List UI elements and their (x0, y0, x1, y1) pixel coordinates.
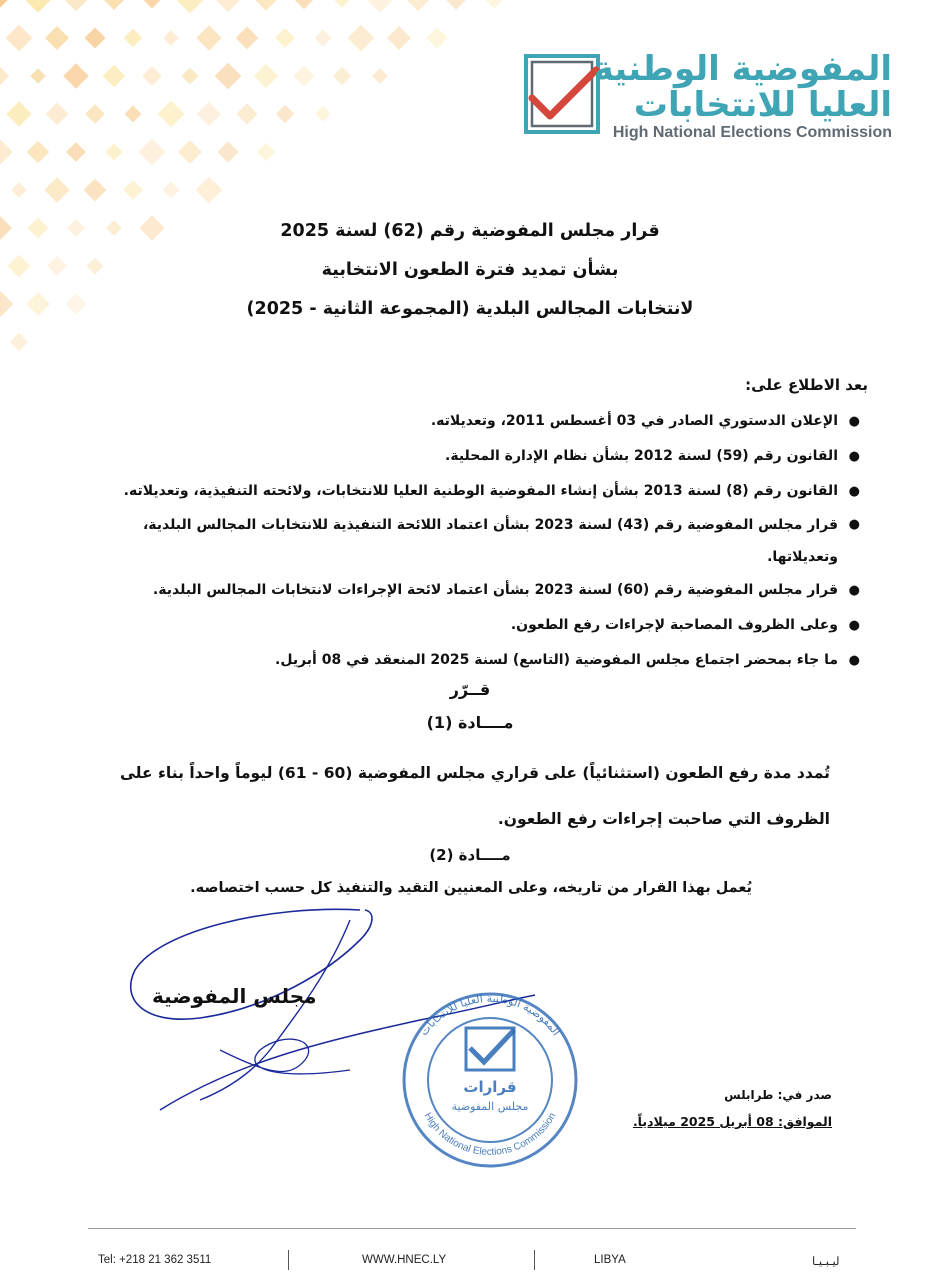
pattern-diamond (182, 68, 199, 85)
pattern-diamond (125, 106, 142, 123)
pattern-diamond (11, 182, 27, 198)
title-line-2: بشأن تمديد فترة الطعون الانتخابية (321, 260, 619, 280)
pattern-diamond (295, 0, 313, 9)
pattern-diamond (215, 63, 242, 90)
svg-text:مجلس المفوضية: مجلس المفوضية (451, 1100, 529, 1113)
pattern-diamond (217, 141, 238, 162)
preamble-intro: بعد الاطلاع على: (745, 376, 868, 394)
pattern-diamond (66, 142, 86, 162)
pattern-diamond (372, 68, 388, 84)
pattern-diamond (84, 179, 107, 202)
pattern-diamond (106, 220, 122, 236)
pattern-diamond (196, 177, 223, 204)
pattern-diamond (144, 0, 161, 8)
pattern-diamond (30, 68, 46, 84)
pattern-diamond (0, 291, 13, 318)
pattern-diamond (26, 292, 50, 316)
pattern-diamond (142, 66, 162, 86)
pattern-diamond (163, 182, 180, 199)
article-2-text: يُعمل بهذا القرار من تاريخه، وعلى المعنيين التقيد والتنفيذ كل حسب اختصاصه. (190, 880, 752, 896)
article-2-heading: مــــادة (2) (429, 846, 511, 864)
pattern-diamond (123, 180, 143, 200)
council-signature-label: مجلس المفوضية (152, 984, 317, 1008)
footer-separator (288, 1250, 289, 1270)
pattern-diamond (0, 0, 8, 8)
pattern-diamond (158, 101, 185, 128)
official-stamp (392, 990, 588, 1170)
pattern-diamond (334, 0, 350, 8)
pattern-diamond (315, 30, 332, 47)
footer-country-ar: ليـبـيـا (812, 1256, 840, 1268)
pattern-diamond (87, 258, 104, 275)
issued-date: الموافق: 08 أبريل 2025 ميلادياً. (632, 1114, 832, 1129)
decision-heading: قــرّر (449, 680, 491, 699)
pattern-diamond (25, 0, 50, 13)
pattern-diamond (254, 64, 278, 88)
pattern-diamond (84, 27, 105, 48)
pattern-diamond (139, 139, 166, 166)
svg-text:قرارات: قرارات (463, 1078, 517, 1096)
pattern-diamond (0, 67, 9, 85)
footer-separator (534, 1250, 535, 1270)
hnec-logo (522, 50, 894, 142)
logo-english-name: High National Elections Commission (612, 124, 892, 141)
logo-arabic-line1: المفوضية الوطنية (593, 49, 892, 89)
footer-website: WWW.HNEC.LY (362, 1254, 447, 1266)
pattern-diamond (6, 25, 33, 52)
preamble-list (123, 404, 862, 678)
pattern-diamond (236, 103, 257, 124)
issued-place: صدر في: طرابلس (724, 1088, 832, 1102)
logo-arabic-line2: العليا للانتخابات (633, 85, 892, 125)
list-item: ● القانون رقم (8) لسنة 2013 بشأن إنشاء المفوضية الوطنية العليا للانتخابات، ولائحته التنفيذية، وتعديلاته. (142, 474, 862, 509)
pattern-diamond (103, 65, 126, 88)
svg-text:المفوضية الوطنية العليا للانتخ: المفوضية الوطنية العليا للانتخابات (417, 991, 563, 1039)
pattern-diamond (63, 63, 88, 88)
pattern-diamond (6, 101, 31, 126)
svg-text:High National Elections Commis: High National Elections Commission (421, 1111, 559, 1158)
pattern-diamond (275, 28, 295, 48)
checkmark-in-box-icon (524, 54, 600, 134)
pattern-diamond (276, 105, 294, 123)
pattern-diamond (426, 27, 447, 48)
pattern-diamond (236, 27, 259, 50)
pattern-diamond (27, 141, 50, 164)
pattern-diamond (197, 102, 221, 126)
pattern-diamond (446, 0, 466, 10)
bullet-icon: ● (848, 484, 860, 499)
pattern-diamond (67, 219, 85, 237)
pattern-diamond (486, 0, 503, 8)
article-1-heading: مــــادة (1) (426, 713, 514, 732)
pattern-diamond (216, 0, 240, 12)
pattern-diamond (46, 103, 69, 126)
bullet-icon: ● (848, 583, 860, 598)
pattern-diamond (178, 140, 202, 164)
list-item: ● الإعلان الدستوري الصادر في 03 أغسطس 2011، وتعديلاته. (142, 404, 862, 439)
list-item: ● قرار مجلس المفوضية رقم (43) لسنة 2023 بشأن اعتماد اللائحة التنفيذية للانتخابات المجالس البلدية، وتعديلاتها. (142, 509, 862, 573)
pattern-diamond (177, 0, 204, 13)
pattern-diamond (10, 333, 28, 351)
pattern-diamond (44, 177, 69, 202)
footer-country-en: LIBYA (594, 1254, 626, 1266)
pattern-diamond (196, 25, 221, 50)
list-item: ● وعلى الظروف المصاحبة لإجراءات رفع الطعون. (142, 608, 862, 643)
list-item: ● ما جاء بمحضر اجتماع مجلس المفوضية (التاسع) لسنة 2025 المنعقد في 08 أبريل. (142, 643, 862, 678)
pattern-diamond (367, 0, 392, 13)
decision-title (150, 212, 790, 329)
article-1-text: تُمدد مدة رفع الطعون (استثنائياً) على قراري مجلس المفوضية (60 - 61) ليوماً واحداً بناء على الظروف التي صاحبت إجراءات رفع الطعون. (120, 764, 830, 828)
pattern-diamond (47, 256, 67, 276)
pattern-diamond (348, 25, 375, 52)
pattern-diamond (333, 67, 351, 85)
pattern-diamond (163, 30, 179, 46)
pattern-diamond (315, 106, 331, 122)
pattern-diamond (0, 139, 13, 164)
pattern-diamond (65, 0, 88, 11)
pattern-diamond (387, 26, 411, 50)
pattern-diamond (45, 26, 69, 50)
list-item: ● القانون رقم (59) لسنة 2012 بشأن نظام الإدارة المحلية. (142, 439, 862, 474)
footer-phone: Tel: +218 21 362 3511 (98, 1254, 212, 1266)
pattern-diamond (106, 144, 123, 161)
pattern-diamond (104, 0, 124, 10)
bullet-icon: ● (848, 449, 860, 464)
title-line-1: قرار مجلس المفوضية رقم (62) لسنة 2025 (280, 221, 660, 241)
pattern-diamond (293, 65, 314, 86)
pattern-diamond (65, 293, 86, 314)
pattern-diamond (27, 217, 48, 238)
bullet-icon: ● (848, 517, 860, 532)
bullet-icon: ● (848, 653, 860, 668)
pattern-diamond (0, 216, 12, 240)
pattern-diamond (257, 143, 275, 161)
bullet-icon: ● (848, 618, 860, 633)
pattern-diamond (124, 29, 142, 47)
bullet-icon: ● (848, 414, 860, 429)
title-line-3: لانتخابات المجالس البلدية (المجموعة الثانية - 2025) (246, 299, 694, 319)
list-item: ● قرار مجلس المفوضية رقم (60) لسنة 2023 بشأن اعتماد لائحة الإجراءات لانتخابات المجالس البلدية. (142, 573, 862, 608)
pattern-diamond (255, 0, 276, 11)
pattern-diamond (85, 104, 105, 124)
pattern-diamond (8, 255, 31, 278)
pattern-diamond (407, 0, 430, 11)
footer-divider (88, 1228, 856, 1229)
